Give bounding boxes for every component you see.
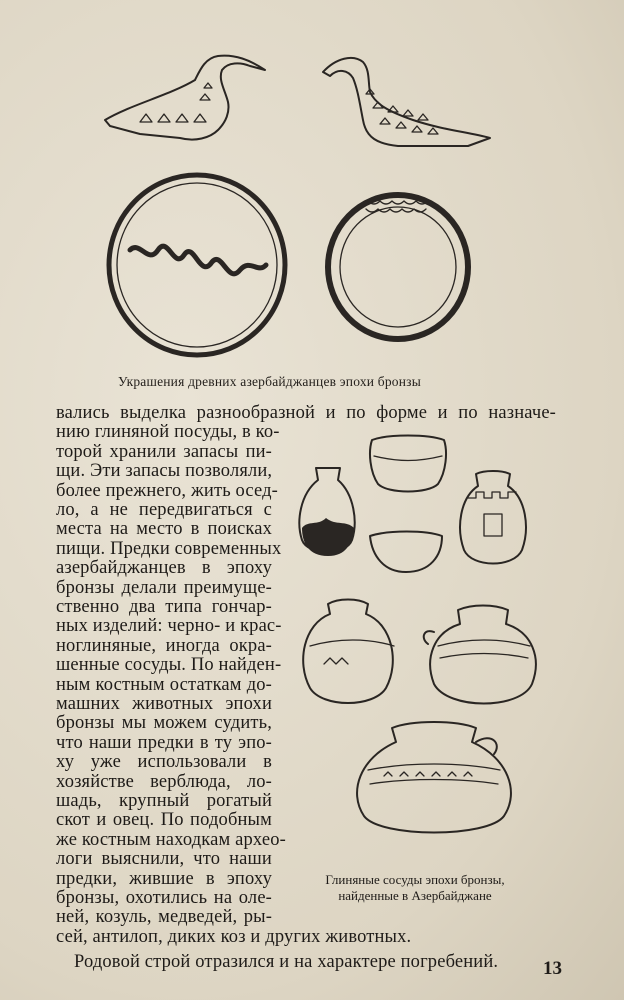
text-line: сей, антилоп, диких коз и других животных. [56, 926, 412, 947]
clay-vessels-illustration [288, 432, 548, 852]
text-line: шенные сосуды. По найден- [56, 655, 282, 676]
text-line: скот и овец. По подобным [56, 810, 272, 831]
text-line: пищи. Предки современных [56, 538, 282, 559]
text-line: предки, жившие в эпоху [56, 868, 272, 889]
text-line: ноглиняные, иногда окра- [56, 635, 272, 656]
text-line: бронзы делали преимуще- [56, 577, 272, 598]
text-line: ло, а не передвигаться с [56, 500, 272, 520]
text-line: хозяйстве верблюда, ло- [56, 771, 272, 792]
text-line: шадь, крупный рогатый [56, 791, 272, 811]
text-line: ных изделий: черно- и крас- [56, 616, 282, 637]
text-line: вались выделка разнообразной и по форме и по назначе- [56, 403, 556, 423]
text-line: азербайджанцев в эпоху [56, 558, 272, 579]
text-line: бронзы, охотились на оле- [56, 888, 272, 908]
bird-pendant-right-icon [318, 50, 498, 150]
text-line: бронзы мы можем судить, [56, 713, 272, 734]
text-line: щи. Эти запасы позволяли, [56, 461, 273, 482]
text-line: Родовой строй отразился и на характере погребений. [74, 952, 499, 973]
bracelet-twisted-icon [318, 185, 478, 345]
figure-caption-vessels [290, 872, 540, 905]
bracelet-spiral-icon [100, 170, 295, 370]
text-line: ственно два типа гончар- [56, 597, 272, 617]
text-line: что наши предки в ту эпо- [56, 732, 272, 753]
figure-caption-ornaments: Украшения древних азербайджанцев эпохи бронзы [118, 374, 421, 389]
text-line: же костным находкам археo- [56, 829, 286, 850]
text-line: места на место в поисках [56, 519, 272, 540]
text-line: ху уже использовали в [56, 752, 272, 773]
text-line: ней, козуль, медведей, ры- [56, 907, 272, 928]
text-line: логи выяснили, что наши [56, 849, 272, 870]
text-line: нию глиняной посуды, в ко- [56, 422, 280, 443]
caption-line: найденные в Азербайджане [338, 888, 492, 904]
text-line: более прежнего, жить осед- [56, 480, 278, 501]
bird-pendant-left-icon [100, 50, 280, 150]
caption-line: Глиняные сосуды эпохи бронзы, [325, 872, 505, 887]
text-line: машних животных эпохи [56, 694, 272, 714]
text-line: ным костным остаткам до- [56, 674, 272, 695]
text-line: торой хранили запасы пи- [56, 441, 272, 462]
page-number: 13 [543, 958, 562, 979]
